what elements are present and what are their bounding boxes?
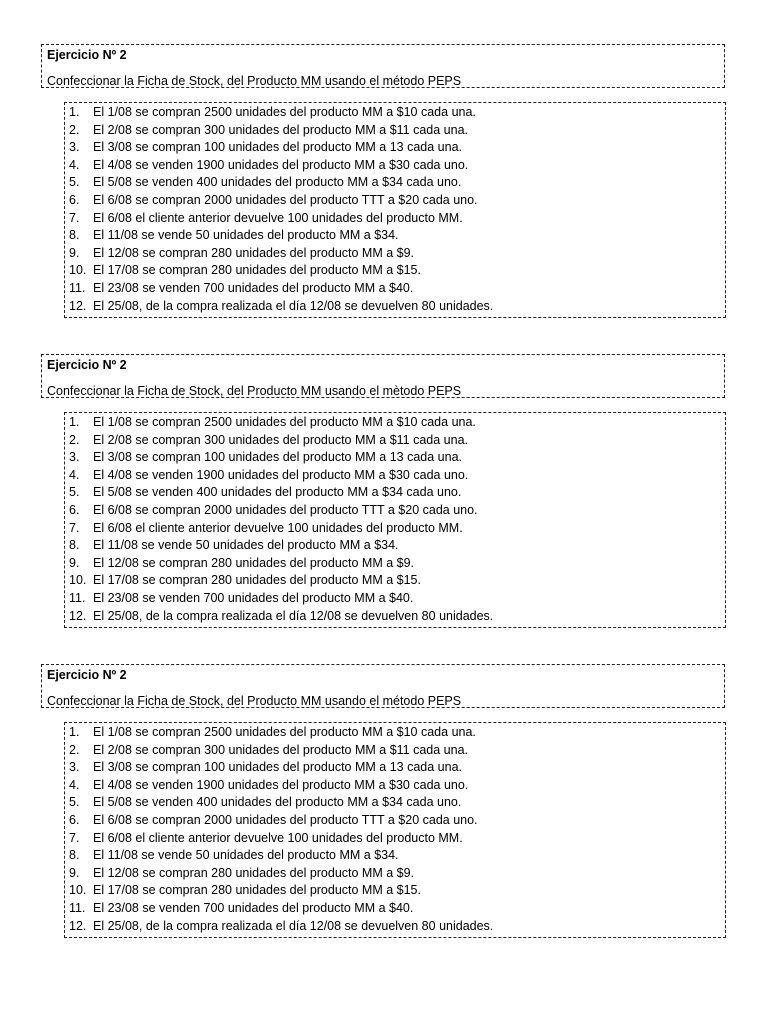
item-text: El 5/08 se venden 400 unidades del producto MM a $34 cada uno.: [93, 485, 462, 500]
item-number: 12.: [69, 608, 87, 623]
item-number: 4.: [69, 777, 80, 792]
item-number: 7.: [69, 520, 80, 535]
item-number: 2.: [69, 122, 80, 137]
item-number: 3.: [69, 140, 80, 155]
item-text: El 17/08 se compran 280 unidades del producto MM a $15.: [93, 883, 421, 898]
item-number: 4.: [69, 467, 80, 482]
item-number: 2.: [69, 432, 80, 447]
item-number: 6.: [69, 812, 80, 827]
item-number: 9.: [69, 555, 80, 570]
item-number: 1.: [69, 725, 80, 739]
item-number: 5.: [69, 485, 80, 500]
exercise-title: Ejercicio Nº 2: [47, 48, 127, 62]
item-text: El 11/08 se vende 50 unidades del producto MM a $34.: [93, 228, 399, 243]
item-text: El 11/08 se vende 50 unidades del producto MM a $34.: [93, 848, 399, 863]
item-text: El 12/08 se compran 280 unidades del producto MM a $9.: [93, 245, 415, 260]
item-text: El 6/08 se compran 2000 unidades del producto TTT a $20 cada uno.: [93, 502, 478, 517]
item-text: El 23/08 se venden 700 unidades del producto MM a $40.: [93, 280, 414, 295]
exercise-list-box: [64, 102, 726, 318]
item-text: El 2/08 se compran 300 unidades del producto MM a $11 cada una.: [93, 742, 469, 757]
item-number: 8.: [69, 228, 80, 243]
item-number: 5.: [69, 175, 80, 190]
item-number: 11.: [69, 590, 86, 605]
item-text: El 4/08 se venden 1900 unidades del producto MM a $30 cada uno.: [93, 467, 469, 482]
item-text: El 5/08 se venden 400 unidades del producto MM a $34 cada uno.: [93, 795, 462, 810]
item-text: El 23/08 se venden 700 unidades del producto MM a $40.: [93, 900, 414, 915]
item-text: El 3/08 se compran 100 unidades del producto MM a 13 cada una.: [93, 760, 462, 775]
item-number: 10.: [69, 573, 87, 588]
item-text: El 6/08 se compran 2000 unidades del producto TTT a $20 cada uno.: [93, 192, 478, 207]
item-number: 3.: [69, 760, 80, 775]
item-text: El 25/08, de la compra realizada el día 12/08 se devuelven 80 unidades.: [93, 918, 494, 933]
item-number: 12.: [69, 918, 87, 933]
item-number: 11.: [69, 900, 86, 915]
exercise-instruction: Confeccionar la Ficha de Stock, del Producto MM usando el método PEPS: [47, 74, 462, 88]
exercise-instruction: Confeccionar la Ficha de Stock, del Producto MM usando el mètodo PEPS: [47, 384, 462, 398]
exercise-title: Ejercicio Nº 2: [47, 668, 127, 682]
item-text: El 17/08 se compran 280 unidades del producto MM a $15.: [93, 263, 421, 278]
exercise-header-box: [41, 664, 725, 708]
item-number: 3.: [69, 450, 80, 465]
item-number: 7.: [69, 830, 80, 845]
item-number: 8.: [69, 538, 80, 553]
item-text: El 6/08 el cliente anterior devuelve 100 unidades del producto MM.: [93, 520, 463, 535]
exercise-instruction: Confeccionar la Ficha de Stock, del Producto MM usando el método PEPS: [47, 694, 462, 708]
item-number: 9.: [69, 245, 80, 260]
item-text: El 25/08, de la compra realizada el día 12/08 se devuelven 80 unidades.: [93, 298, 494, 313]
item-number: 6.: [69, 192, 80, 207]
exercise-header-box: [41, 354, 725, 398]
item-number: 10.: [69, 263, 87, 278]
item-text: El 5/08 se venden 400 unidades del producto MM a $34 cada uno.: [93, 175, 462, 190]
item-text: El 1/08 se compran 2500 unidades del producto MM a $10 cada una.: [93, 415, 476, 429]
exercise-list-box: [64, 722, 726, 938]
item-number: 8.: [69, 848, 80, 863]
item-text: El 6/08 se compran 2000 unidades del producto TTT a $20 cada uno.: [93, 812, 478, 827]
item-text: El 12/08 se compran 280 unidades del producto MM a $9.: [93, 555, 415, 570]
item-text: El 3/08 se compran 100 unidades del producto MM a 13 cada una.: [93, 140, 462, 155]
item-text: El 6/08 el cliente anterior devuelve 100 unidades del producto MM.: [93, 830, 463, 845]
item-number: 4.: [69, 157, 80, 172]
item-text: El 11/08 se vende 50 unidades del producto MM a $34.: [93, 538, 399, 553]
item-text: El 12/08 se compran 280 unidades del producto MM a $9.: [93, 865, 415, 880]
item-text: El 1/08 se compran 2500 unidades del producto MM a $10 cada una.: [93, 105, 476, 119]
exercise-title: Ejercicio Nº 2: [47, 358, 127, 372]
item-text: El 4/08 se venden 1900 unidades del producto MM a $30 cada uno.: [93, 777, 469, 792]
item-text: El 25/08, de la compra realizada el día 12/08 se devuelven 80 unidades.: [93, 608, 494, 623]
item-text: El 6/08 el cliente anterior devuelve 100 unidades del producto MM.: [93, 210, 463, 225]
item-number: 1.: [69, 415, 80, 429]
item-number: 10.: [69, 883, 87, 898]
item-number: 5.: [69, 795, 80, 810]
item-number: 6.: [69, 502, 80, 517]
item-number: 9.: [69, 865, 80, 880]
item-text: El 3/08 se compran 100 unidades del producto MM a 13 cada una.: [93, 450, 462, 465]
item-number: 1.: [69, 105, 80, 119]
item-text: El 17/08 se compran 280 unidades del producto MM a $15.: [93, 573, 421, 588]
item-number: 7.: [69, 210, 80, 225]
item-text: El 2/08 se compran 300 unidades del producto MM a $11 cada una.: [93, 122, 469, 137]
item-text: El 4/08 se venden 1900 unidades del producto MM a $30 cada uno.: [93, 157, 469, 172]
exercise-header-box: [41, 44, 725, 88]
exercise-list-box: [64, 412, 726, 628]
item-number: 2.: [69, 742, 80, 757]
item-number: 12.: [69, 298, 87, 313]
item-text: El 23/08 se venden 700 unidades del producto MM a $40.: [93, 590, 414, 605]
item-number: 11.: [69, 280, 86, 295]
item-text: El 1/08 se compran 2500 unidades del producto MM a $10 cada una.: [93, 725, 476, 739]
item-text: El 2/08 se compran 300 unidades del producto MM a $11 cada una.: [93, 432, 469, 447]
